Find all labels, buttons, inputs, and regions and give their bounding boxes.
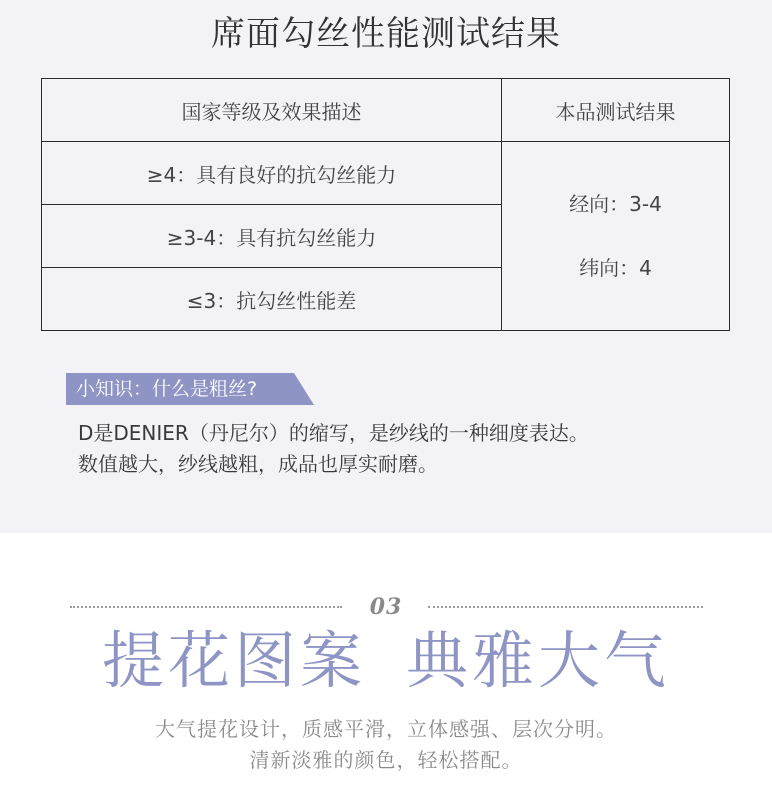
- grade-cell: ≥4：具有良好的抗勾丝能力: [42, 142, 502, 205]
- desc-line: 大气提花设计，质感平滑，立体感强、层次分明。: [155, 717, 617, 741]
- tip-body: [78, 418, 589, 480]
- table-row: [42, 142, 730, 205]
- dotted-divider-right: [428, 606, 703, 608]
- warp-result: 经向：3-4: [569, 192, 662, 216]
- section-headline: [0, 624, 772, 698]
- headline-part1: 提花图案: [101, 624, 366, 697]
- weft-result: 纬向：4: [579, 256, 652, 280]
- tip-banner: [66, 373, 316, 405]
- tip-banner-label: 小知识：什么是粗丝?: [76, 378, 258, 400]
- grade-cell: ≤3：抗勾丝性能差: [42, 268, 502, 331]
- desc-line: 清新淡雅的颜色，轻松搭配。: [249, 748, 523, 772]
- header-result: 本品测试结果: [502, 79, 730, 142]
- headline-part2: 典雅大气: [406, 624, 671, 697]
- section-divider: [0, 590, 772, 624]
- header-grade: 国家等级及效果描述: [42, 79, 502, 142]
- tip-line: D是DENIER（丹尼尔）的缩写，是纱线的一种细度表达。: [78, 421, 589, 445]
- page-title: 席面勾丝性能测试结果: [211, 14, 561, 54]
- table-header-row: [42, 79, 730, 142]
- section-description: [0, 714, 772, 776]
- grade-cell: ≥3-4：具有抗勾丝能力: [42, 205, 502, 268]
- section-number: 03: [369, 594, 403, 620]
- dotted-divider-left: [70, 606, 342, 608]
- results-table: [41, 78, 730, 331]
- result-cell: [502, 142, 730, 331]
- tip-line: 数值越大，纱线越粗，成品也厚实耐磨。: [78, 452, 438, 476]
